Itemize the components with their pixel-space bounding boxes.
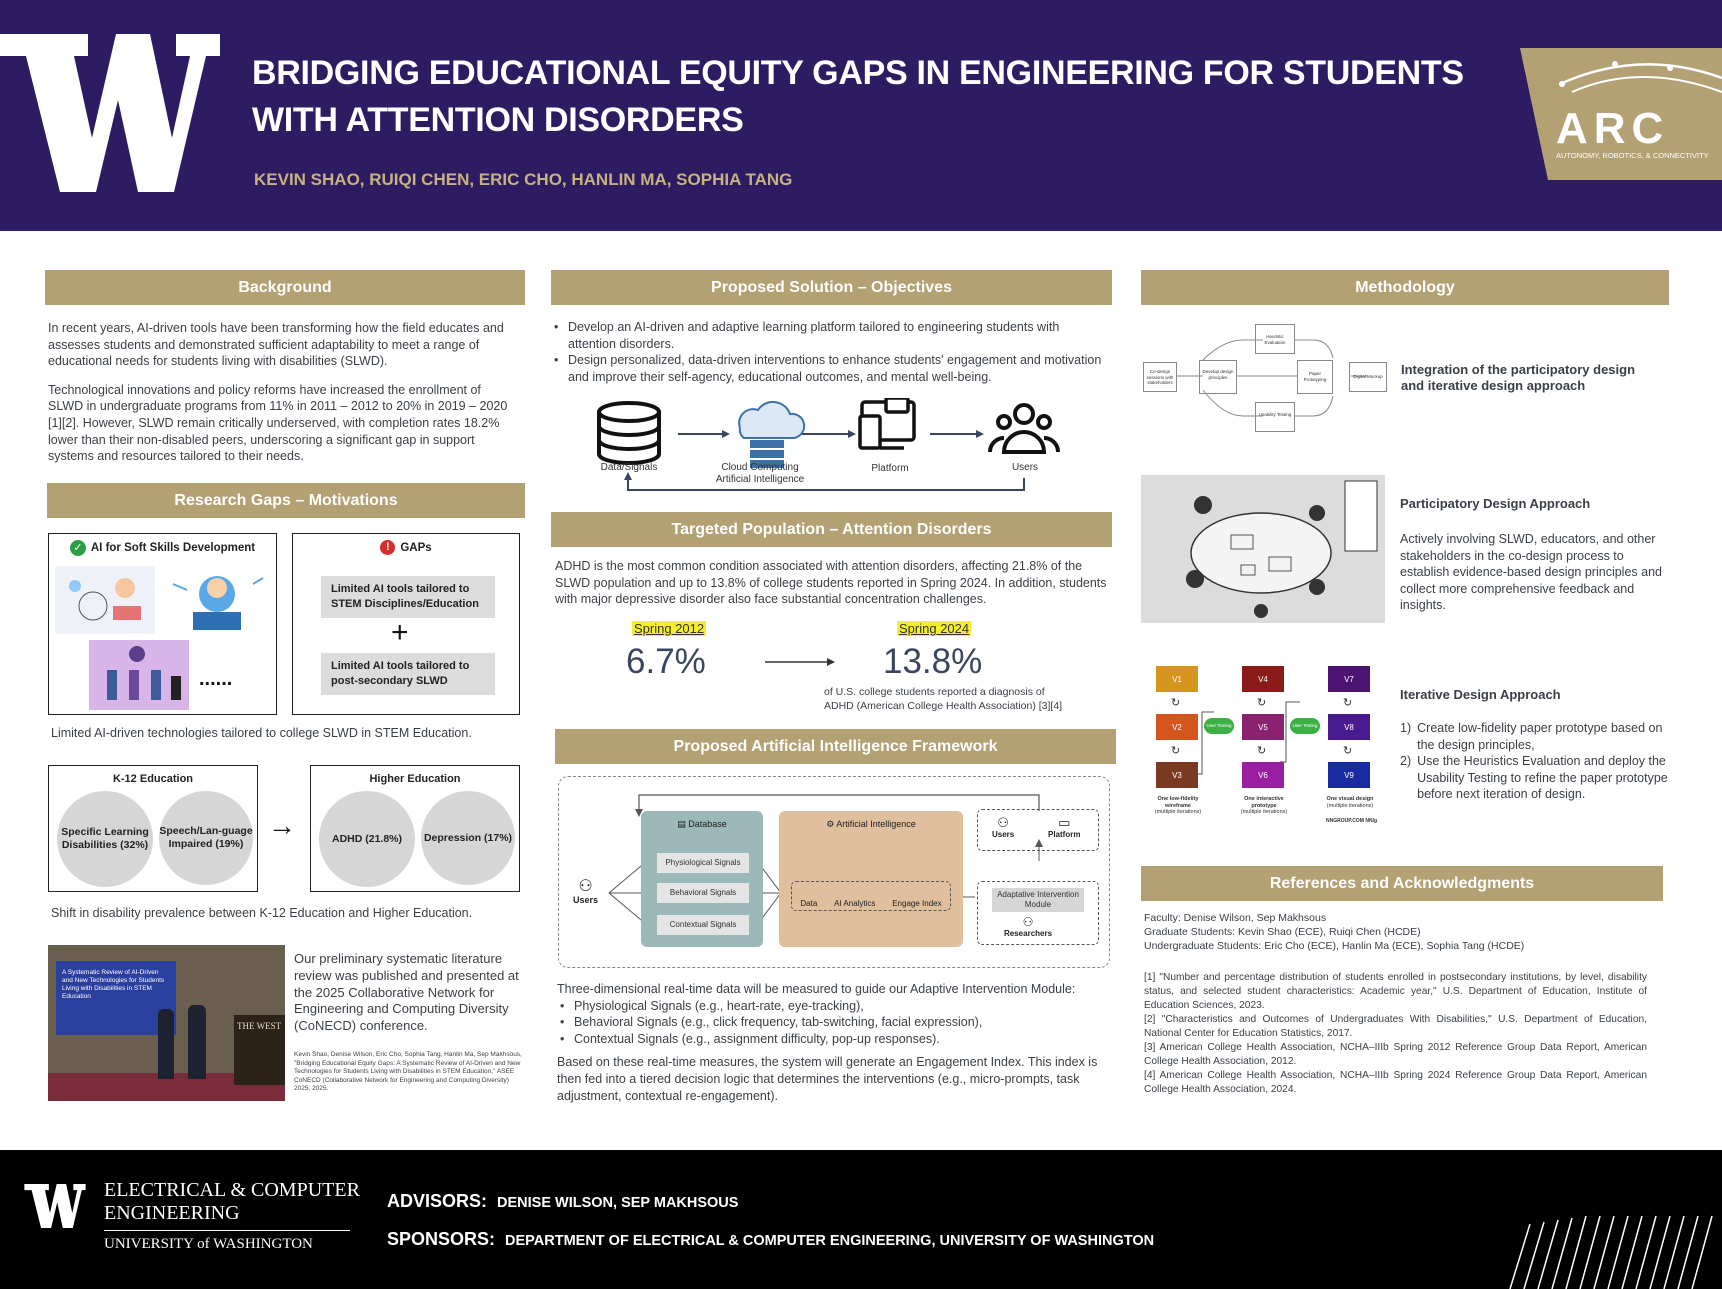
flow-principles: Develop design principles — [1199, 360, 1237, 394]
column-visual-label: One visual design — [1326, 796, 1374, 802]
pipeline-label-users: Users — [1011, 462, 1039, 473]
footer-advisors — [387, 1191, 738, 1212]
framework-signal-2: • Behavioral Signals (e.g., click frequency, tab-switching, facial expression), — [557, 1014, 1113, 1031]
alert-icon: ! — [380, 540, 395, 555]
iterate-icon: ↻ — [1343, 697, 1353, 709]
flow-heuristic: Heuristic Evaluation — [1255, 324, 1295, 354]
version-v3: V3 — [1156, 762, 1198, 788]
objectives-list — [551, 319, 1106, 385]
framework-behavioral: Behavioral Signals — [657, 883, 749, 903]
framework-researchers — [1004, 916, 1052, 938]
literature-review-citation: Kevin Shao, Denise Wilson, Eric Cho, Sophia Tang, Hanlin Ma, Sep Makhsous, "Bridging Educational Equity Gaps: A Systematic Review of AI-Driven and New Technologies for Students Living with Disabilities in STEM Education," ASEE CoNECD (Collaborative Network for Engineering and Computing Diversity) 2025, 2025. — [294, 1051, 522, 1093]
gaps-title: GAPs — [400, 541, 432, 554]
conference-photo — [48, 945, 285, 1101]
iterate-icon: ↻ — [1171, 697, 1181, 709]
literature-review-text: Our preliminary systematic literature review was published and presented at the 2025 Collaborative Network for Engineering and Computing Diversity (CoNECD) conference. — [294, 951, 519, 1034]
gaps-caption-1: Limited AI-driven technologies tailored to college SLWD in STEM Education. — [51, 726, 472, 740]
output-users-icon: ⚇ — [997, 815, 1009, 830]
higher-ed-box — [310, 765, 520, 892]
iterative-versions-diagram — [1150, 662, 1390, 832]
framework-signal-1: • Physiological Signals (e.g., heart-rate, eye-tracking), — [557, 998, 1113, 1015]
sponsors-label: SPONSORS: — [387, 1229, 496, 1249]
version-v5: V5 — [1242, 714, 1284, 740]
transition-arrow-icon: → — [268, 810, 296, 841]
design-flow-diagram — [1143, 318, 1388, 438]
ack-undergraduate: Undergraduate Students: Eric Cho (ECE), Hanlin Ma (ECE), Sophia Tang (HCDE) — [1144, 939, 1525, 952]
version-v8: V8 — [1328, 714, 1370, 740]
objective-1: • Develop an AI-driven and adaptive learning platform tailored to engineering students with attention disorders. — [551, 319, 1106, 352]
framework-signal-list — [557, 998, 1113, 1048]
ai-illustration-2 — [167, 564, 267, 634]
framework-ai-engage-index: Engage Index — [892, 899, 942, 908]
framework-diagram — [558, 776, 1110, 968]
framework-ai-box — [779, 811, 963, 947]
framework-database-text: Database — [688, 819, 727, 829]
database-icon — [599, 403, 659, 463]
column-prototype — [1236, 796, 1292, 816]
advisors-label: ADVISORS: — [387, 1191, 488, 1211]
footer-divider — [104, 1230, 350, 1231]
trend-arrow-icon — [765, 655, 837, 669]
version-v7: V7 — [1328, 666, 1370, 692]
column-visual-note: (multiple iterations) — [1326, 802, 1374, 809]
framework-outro: Based on these real-time measures, the system will generate an Engagement Index. This index is then fed into a tiered decision logic that determines the interventions (e.g., micro-prompts, task adjustment, contextual re-engagement). — [557, 1055, 1098, 1103]
user-testing-badge-1: User Testing — [1204, 718, 1234, 734]
iterate-icon: ↻ — [1343, 745, 1353, 757]
author-list: KEVIN SHAO, RUIQI CHEN, ERIC CHO, HANLIN MA, SOPHIA TANG — [254, 170, 793, 189]
ai-illustration-3 — [89, 640, 189, 710]
gaps-caption-2: Shift in disability prevalence between K-12 Education and Higher Education. — [51, 906, 473, 920]
arc-logo-text: ARC — [1556, 104, 1670, 153]
advisors-names: DENISE WILSON, SEP MAKHSOUS — [497, 1195, 739, 1211]
ai-soft-skills-box — [48, 533, 277, 715]
step-2: Use the Heuristics Evaluation and deploy the Usability Testing to refine the paper prototype before next iteration of design. — [1417, 754, 1668, 802]
higher-ed-depression: Depression (17%) — [421, 791, 515, 885]
version-v1: V1 — [1156, 666, 1198, 692]
k12-box — [48, 765, 258, 892]
framework-database-box — [641, 811, 763, 947]
framework-aim-box — [977, 881, 1099, 945]
pipeline-label-data: Data/Signals — [600, 462, 658, 473]
footer-sponsors — [387, 1229, 1154, 1250]
column-wireframe — [1150, 796, 1206, 816]
reference-list — [1144, 971, 1647, 1097]
ai-illustration-1 — [55, 566, 155, 634]
researchers-label: Researchers — [1004, 929, 1053, 938]
framework-ai-data: Data — [800, 899, 818, 908]
adhd-note — [824, 686, 1084, 713]
poster-title — [252, 50, 1472, 144]
flow-co-design: Co-design sessions with stakeholders — [1143, 362, 1177, 392]
output-users-label: Users — [992, 830, 1015, 839]
framework-aim-label: Adaptative Intervention Module — [992, 888, 1084, 912]
presenter-1 — [158, 1009, 174, 1079]
column-prototype-label: One interactive prototype — [1244, 796, 1284, 809]
footer-university: UNIVERSITY of WASHINGTON — [104, 1236, 313, 1252]
pipeline-label-cloud-line2: Artificial Intelligence — [715, 474, 805, 485]
population-text: ADHD is the most common condition associated with attention disorders, affecting 21.8% of the SLWD population and up to 13.8% of college students reported in Spring 2024. In addition, students with major depressive disorder also face substantial concentration challenges. — [555, 559, 1107, 607]
framework-output-platform — [1048, 816, 1080, 839]
version-v6: V6 — [1242, 762, 1284, 788]
reference-1: [1] "Number and percentage distribution of students enrolled in postsecondary institutions, by level, disability status, and selected student characteristics: Academic year," U.S. Department of Education, Institute of Education Sciences, 2023. — [1144, 972, 1647, 1011]
gaps-box — [292, 533, 520, 715]
step-1: Create low-fidelity paper prototype based on the design principles, — [1417, 721, 1663, 752]
footer-uw-w-logo — [22, 1184, 88, 1228]
user-testing-badge-2: User Testing — [1290, 718, 1320, 734]
footer-department — [104, 1179, 360, 1225]
higher-ed-adhd: ADHD (21.8%) — [319, 791, 415, 887]
adhd-note-line2: ADHD (American College Health Association) [3][4] — [824, 699, 1063, 712]
reference-2: [2] "Characteristics and Outcomes of Undergraduates With Disabilities," U.S. Department of Education, National Center for Education Statistics, 2017. — [1144, 1014, 1647, 1039]
output-platform-icon: ▭ — [1058, 815, 1071, 830]
framework-ai-pipeline — [791, 881, 951, 911]
iterative-design-heading: Iterative Design Approach — [1400, 687, 1561, 702]
objectives-heading: Proposed Solution – Objectives — [551, 270, 1112, 305]
iterative-design-steps — [1400, 720, 1670, 803]
objective-2: • Design personalized, data-driven interventions to enhance students' engagement and motivation and improve their self-agency, educational outcomes, and mental well-being. — [551, 352, 1106, 385]
population-heading: Targeted Population – Attention Disorders — [551, 512, 1112, 547]
spring-2024-label — [897, 620, 971, 638]
framework-ai-text: Artificial Intelligence — [836, 819, 916, 829]
cloud-computing-icon — [739, 402, 804, 468]
framework-users-label: Users — [573, 895, 599, 905]
title-line-2: WITH ATTENTION DISORDERS — [252, 101, 744, 139]
background-text — [48, 320, 518, 465]
spring-2024-highlight: Spring 2024 — [899, 621, 970, 636]
framework-output-users — [992, 816, 1014, 839]
footer-dept-line1: ELECTRICAL & COMPUTER — [104, 1179, 360, 1201]
iterate-icon: ↻ — [1257, 697, 1267, 709]
k12-speech-language: Speech/Lan-guage Impaired (19%) — [159, 791, 253, 885]
participatory-design-heading: Participatory Design Approach — [1400, 496, 1591, 511]
framework-description — [557, 981, 1113, 1104]
ack-graduate: Graduate Students: Kevin Shao (ECE), Ruiqi Chen (HCDE) — [1144, 925, 1421, 938]
flow-digital-mockup: Digital Mockup — [1349, 362, 1387, 392]
methodology-integration-heading: Integration of the participatory design and iterative design approach — [1401, 362, 1636, 393]
framework-ai-analytics: AI Analytics — [834, 899, 876, 908]
ack-faculty: Faculty: Denise Wilson, Sep Makhsous — [1144, 912, 1327, 924]
footer-decorative-stripes — [1500, 1214, 1722, 1289]
iterate-icon: ↻ — [1171, 745, 1181, 757]
brain-icon: ⚙ — [826, 819, 837, 829]
iterate-icon: ↻ — [1257, 745, 1267, 757]
flow-usability: Usability Testing — [1255, 402, 1295, 432]
researchers-icon: ⚇ — [1022, 915, 1034, 929]
photo-projector-screen: A Systematic Review of AI-Driven and New Technologies for Students Living with Disabilities in STEM Education — [56, 961, 176, 1035]
k12-title: K-12 Education — [112, 773, 194, 785]
pipeline-label-cloud — [700, 462, 820, 486]
framework-contextual: Contextual Signals — [657, 915, 749, 935]
pipeline-diagram — [590, 398, 1070, 493]
framework-outputs-box — [977, 809, 1099, 851]
framework-ai-label — [779, 819, 963, 830]
photo-podium-sign: THE WEST — [234, 1015, 285, 1085]
gap-post-secondary: Limited AI tools tailored to post-secondary SLWD — [321, 653, 495, 695]
framework-heading: Proposed Artificial Intelligence Framework — [555, 729, 1116, 764]
framework-physiological: Physiological Signals — [657, 853, 749, 873]
more-ellipsis: ...... — [199, 668, 233, 690]
framework-signal-3: • Contextual Signals (e.g., assignment difficulty, pop-up responses). — [557, 1031, 1113, 1048]
version-v2: V2 — [1156, 714, 1198, 740]
version-v4: V4 — [1242, 666, 1284, 692]
pipeline-label-cloud-line1: Cloud Computing — [721, 462, 799, 473]
k12-learning-disabilities: Specific Learning Disabilities (32%) — [57, 791, 153, 887]
higher-ed-title: Higher Education — [369, 773, 461, 785]
version-v9: V9 — [1328, 762, 1370, 788]
arc-logo-subtitle: AUTONOMY, ROBOTICS, & CONNECTIVITY — [1556, 151, 1709, 160]
framework-users — [573, 879, 598, 905]
participatory-design-text: Actively involving SLWD, educators, and other stakeholders in the co-design process to establish evidence-based design principles and collect more comprehensive feedback and insights. — [1400, 532, 1662, 613]
users-icon — [990, 405, 1058, 452]
output-platform-label: Platform — [1048, 830, 1081, 839]
title-line-1: BRIDGING EDUCATIONAL EQUITY GAPS IN ENGINEERING FOR STUDENTS — [252, 54, 1464, 92]
pipeline-label-platform: Platform — [871, 463, 909, 474]
uw-w-logo — [0, 34, 220, 192]
framework-intro: Three-dimensional real-time data will be measured to guide our Adaptive Intervention Module: — [557, 982, 1076, 996]
platform-icon — [860, 398, 914, 448]
arc-logo — [1520, 48, 1722, 180]
column-wireframe-note: (multiple iterations) — [1154, 809, 1202, 815]
reference-3: [3] American College Health Association, NCHA–IIIb Spring 2012 Reference Group Data Report, American College Health Association, 2012. — [1144, 1042, 1647, 1067]
methodology-heading: Methodology — [1141, 270, 1669, 305]
presenter-2 — [188, 1005, 206, 1079]
check-icon: ✓ — [70, 540, 86, 556]
spring-2024-value: 13.8% — [883, 642, 983, 681]
flow-paper-prototype: Paper Prototyping — [1297, 360, 1333, 394]
step-number-2: 2) — [1400, 754, 1412, 769]
gap-stem: Limited AI tools tailored to STEM Disciplines/Education — [321, 576, 495, 618]
column-prototype-note: (multiple iterations) — [1240, 809, 1288, 815]
column-visual — [1322, 796, 1378, 809]
column-wireframe-label: One low-fidelity wireframe — [1157, 796, 1199, 809]
ai-soft-skills-title: AI for Soft Skills Development — [90, 542, 256, 554]
background-heading: Background — [45, 270, 525, 305]
background-paragraph-1: In recent years, AI-driven tools have been transforming how the field educates and assesses students and demonstrated sufficient adaptability to meet a range of educational needs for students living with disabilities (SLWD). — [48, 321, 504, 369]
framework-database-label — [641, 819, 763, 830]
framework-database-icon: ▤ — [677, 819, 689, 829]
acknowledgments — [1144, 912, 1649, 953]
research-gaps-heading: Research Gaps – Motivations — [47, 483, 525, 518]
plus-sign: + — [391, 616, 409, 649]
references-heading: References and Acknowledgments — [1141, 866, 1663, 901]
footer-dept-line2: ENGINEERING — [104, 1202, 240, 1224]
nng-credit: NNGROUP.COM NN/g — [1326, 818, 1378, 824]
participatory-design-sketch — [1141, 475, 1385, 623]
sponsors-names: DEPARTMENT OF ELECTRICAL & COMPUTER ENGINEERING, UNIVERSITY OF WASHINGTON — [505, 1233, 1155, 1249]
reference-4: [4] American College Health Association, NCHA–IIIb Spring 2024 Reference Group Data Report, American College Health Association, 2024. — [1144, 1070, 1647, 1095]
step-number-1: 1) — [1400, 721, 1412, 735]
adhd-note-line1: of U.S. college students reported a diagnosis of — [824, 686, 1045, 698]
framework-users-icon: ⚇ — [578, 878, 593, 895]
spring-2012-value: 6.7% — [626, 642, 706, 681]
background-paragraph-2: Technological innovations and policy reforms have increased the enrollment of SLWD in undergraduate programs from 11% in 2011 – 2012 to 20% in 2019 – 2020 [1][2]. However, SLWD remain critically underserved, with completion rates 18.2% lower than their non-disabled peers, underscoring a significant gap in support systems and resources tailored to their needs. — [48, 382, 508, 464]
spring-2012-highlight: Spring 2012 — [634, 621, 705, 636]
spring-2012-label — [632, 620, 706, 638]
